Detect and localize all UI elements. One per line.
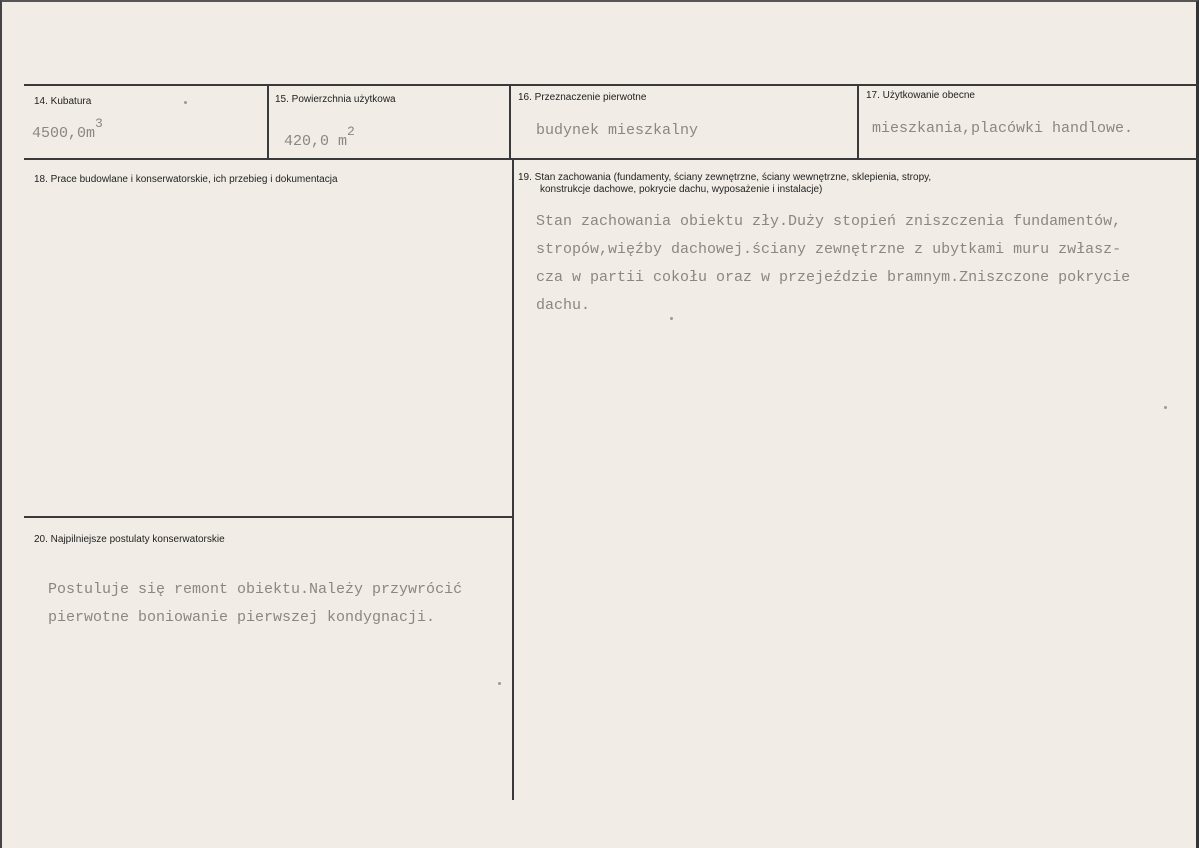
field-20-line: Postuluje się remont obiektu.Należy przywrócić: [48, 581, 463, 598]
area-value: 420,0 m: [284, 133, 348, 150]
field-19-label-line-2: konstrukcje dachowe, pokrycie dachu, wyposażenie i instalacje): [540, 184, 823, 195]
paper-speck: [184, 101, 187, 104]
field-19-label-line-1: 19. Stan zachowania (fundamenty, ściany zewnętrzne, ściany wewnętrzne, sklepienia, stropy,: [518, 172, 932, 183]
paper-speck: [498, 682, 501, 685]
field-19-line: cza w partii cokołu oraz w przejeździe bramnym.Zniszczone pokrycie: [536, 269, 1131, 286]
area-unit-exponent: 2: [347, 124, 355, 139]
field-19-line: dachu.: [536, 297, 591, 314]
field-19-line: Stan zachowania obiektu zły.Duży stopień zniszczenia fundamentów,: [536, 213, 1122, 230]
field-20-label: 20. Najpilniejsze postulaty konserwatorskie: [34, 534, 225, 545]
top-rule: [24, 84, 1198, 86]
field-17-label: 17. Użytkowanie obecne: [866, 90, 975, 101]
field-14-label: 14. Kubatura: [34, 96, 92, 107]
row-rule-1: [24, 158, 1198, 160]
col-rule-3: [857, 84, 859, 160]
field-14-value: [32, 116, 103, 142]
paper-speck: [1164, 406, 1167, 409]
field-20-text: [48, 576, 462, 632]
field-15-value: [284, 124, 355, 150]
field-18-label: 18. Prace budowlane i konserwatorskie, ich przebieg i dokumentacja: [34, 174, 338, 185]
col-rule-main: [512, 158, 514, 800]
paper-speck: [670, 317, 673, 320]
field-16-value: budynek mieszkalny: [536, 122, 699, 139]
volume-value: 4500,0m: [32, 125, 96, 142]
row-rule-2: [24, 516, 512, 518]
col-rule-2: [509, 84, 511, 160]
field-17-value: mieszkania,placówki handlowe.: [872, 120, 1134, 137]
col-rule-1: [267, 84, 269, 160]
field-16-label: 16. Przeznaczenie pierwotne: [518, 92, 647, 103]
field-20-line: pierwotne boniowanie pierwszej kondygnacji.: [48, 609, 436, 626]
field-19-text: [536, 208, 1130, 320]
field-15-label: 15. Powierzchnia użytkowa: [275, 94, 396, 105]
volume-unit-exponent: 3: [95, 116, 103, 131]
field-19-line: stropów,więźby dachowej.ściany zewnętrzne z ubytkami muru zwłasz-: [536, 241, 1122, 258]
